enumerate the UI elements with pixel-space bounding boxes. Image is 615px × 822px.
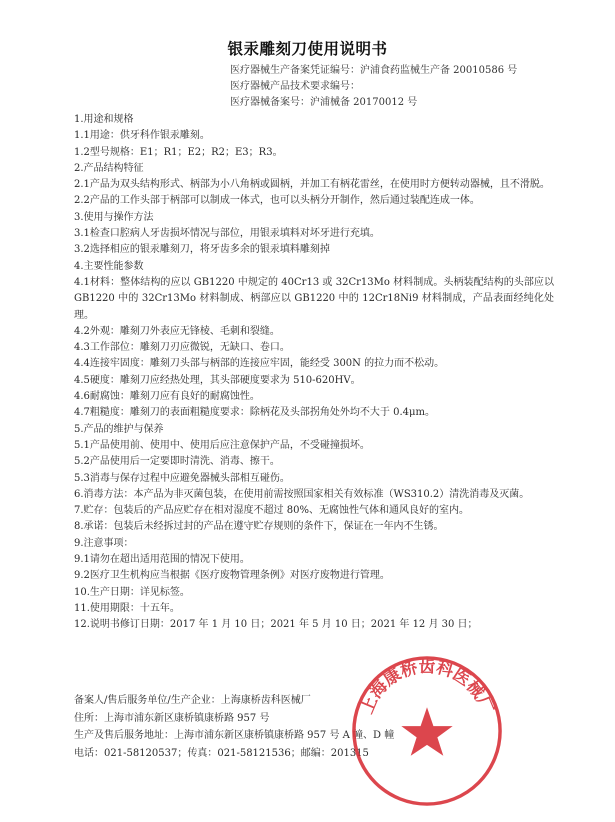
section-heading: 9.注意事项： — [74, 537, 134, 549]
paragraph: 4.3工作部位：雕刻刀刃应微锐，无缺口、卷口。 — [74, 342, 290, 354]
production-certificate-number: 医疗器械生产备案凭证编号：沪浦食药监械生产备 20010586 号 — [230, 65, 518, 76]
section-heading: 5.产品的维护与保养 — [74, 423, 164, 435]
production-address-line: 生产及售后服务地址：上海市浦东新区康桥镇康桥路 957 号 A 幢、D 幢 — [74, 730, 395, 742]
paragraph: 12.说明书修订日期：2017 年 1 月 10 日；2021 年 5 月 10 日；2021 年 12 月 30 日； — [74, 619, 478, 631]
contact-line: 电话：021-58120537；传真：021-58121536；邮编：201315 — [74, 747, 369, 759]
paragraph: 5.3消毒与保存过程中应避免器械头部相互碰伤。 — [74, 472, 290, 484]
paragraph: 7.贮存：包装后的产品应贮存在相对湿度不超过 80%、无腐蚀性气体和通风良好的室内。 — [74, 505, 469, 517]
paragraph: 2.1产品为双头结构形式、柄部为小八角柄或圆柄，并加工有柄花雷丝，在使用时方便转动器械，且不滑脱。 — [74, 179, 550, 191]
seal-star-icon — [401, 707, 452, 755]
seal-text: 上海康桥齿科医械厂 — [356, 656, 498, 717]
section-heading: 4.主要性能参数 — [74, 260, 144, 272]
paragraph: 6.消毒方法：本产品为非灭菌包装，在使用前需按照国家相关有效标准（WS310.2）清洗消毒及灭菌。 — [74, 488, 530, 500]
section-heading: 1.用途和规格 — [74, 114, 134, 125]
paragraph: 5.2产品使用后一定要即时清洗、消毒、擦干。 — [74, 456, 280, 468]
paragraph: 4.4连接牢固度：雕刻刀头部与柄部的连接应牢固，能经受 300N 的拉力而不松动。 — [74, 358, 445, 370]
paragraph: 2.2产品的工作头部于柄部可以制成一体式，也可以头柄分开制作，然后通过装配连成一体。 — [74, 195, 480, 207]
paragraph: 4.2外观：雕刻刀外表应无锋棱、毛刺和裂缝。 — [74, 325, 280, 337]
paragraph: 3.2选择相应的银汞雕刻刀，将牙齿多余的银汞填料雕刻掉 — [74, 244, 330, 256]
paragraph: 5.1产品使用前、使用中、使用后应注意保护产品，不受碰撞损坏。 — [74, 439, 370, 451]
document-title: 银汞雕刻刀使用说明书 — [227, 40, 388, 58]
address-line: 住所：上海市浦东新区康桥镇康桥路 957 号 — [74, 712, 270, 724]
section-heading: 3.使用与操作方法 — [74, 211, 154, 223]
company-seal-stamp — [348, 652, 506, 810]
paragraph: 4.5硬度：雕刻刀应经热处理，其头部硬度要求为 510-620HV。 — [74, 374, 361, 386]
paragraph: 3.1检查口腔病人牙齿损坏情况与部位，用银汞填料对坏牙进行充填。 — [74, 228, 380, 240]
paragraph: 8.承诺：包装后未经拆过封的产品在遵守贮存规则的条件下，保证在一年内不生锈。 — [74, 521, 444, 533]
paragraph: 9.1请勿在超出适用范围的情况下使用。 — [74, 554, 250, 566]
paragraph: 9.2医疗卫生机构应当根据《医疗废物管理条例》对医疗废物进行管理。 — [74, 570, 390, 582]
paragraph: 4.7粗糙度：雕刻刀的表面粗糙度要求：除柄花及头部拐角处外均不大于 0.4μm。 — [74, 407, 435, 419]
paragraph: 1.1用途：供牙科作银汞雕刻。 — [74, 130, 210, 142]
technical-requirement-number: 医疗器械产品技术要求编号： — [230, 81, 360, 92]
paragraph: 11.使用期限：十五年。 — [74, 602, 180, 614]
paragraph: 4.6耐腐蚀：雕刻刀应有良好的耐腐蚀性。 — [74, 391, 260, 403]
instruction-body — [74, 112, 554, 634]
paragraph: 10.生产日期：详见标签。 — [74, 586, 190, 598]
paragraph: 1.2型号规格：E1；R1；E2；R2；E3；R3。 — [74, 146, 283, 158]
record-number: 医疗器械备案号：沪浦械备 20170012 号 — [230, 97, 418, 108]
paragraph: 4.1材料：整体结构的应以 GB1220 中规定的 40Cr13 或 32Cr13Mo 材料制成。头柄装配结构的头部应以 GB1220 中的 32Cr13Mo 材料制成、柄部应以 GB1220 中的 12Cr18Ni9 材料制成，产品表面经纯化处理。 — [74, 276, 554, 321]
section-heading: 2.产品结构特征 — [74, 162, 144, 174]
registration-header — [230, 63, 600, 111]
registrant-line: 备案人/售后服务单位/生产企业：上海康桥齿科医械厂 — [74, 695, 311, 706]
